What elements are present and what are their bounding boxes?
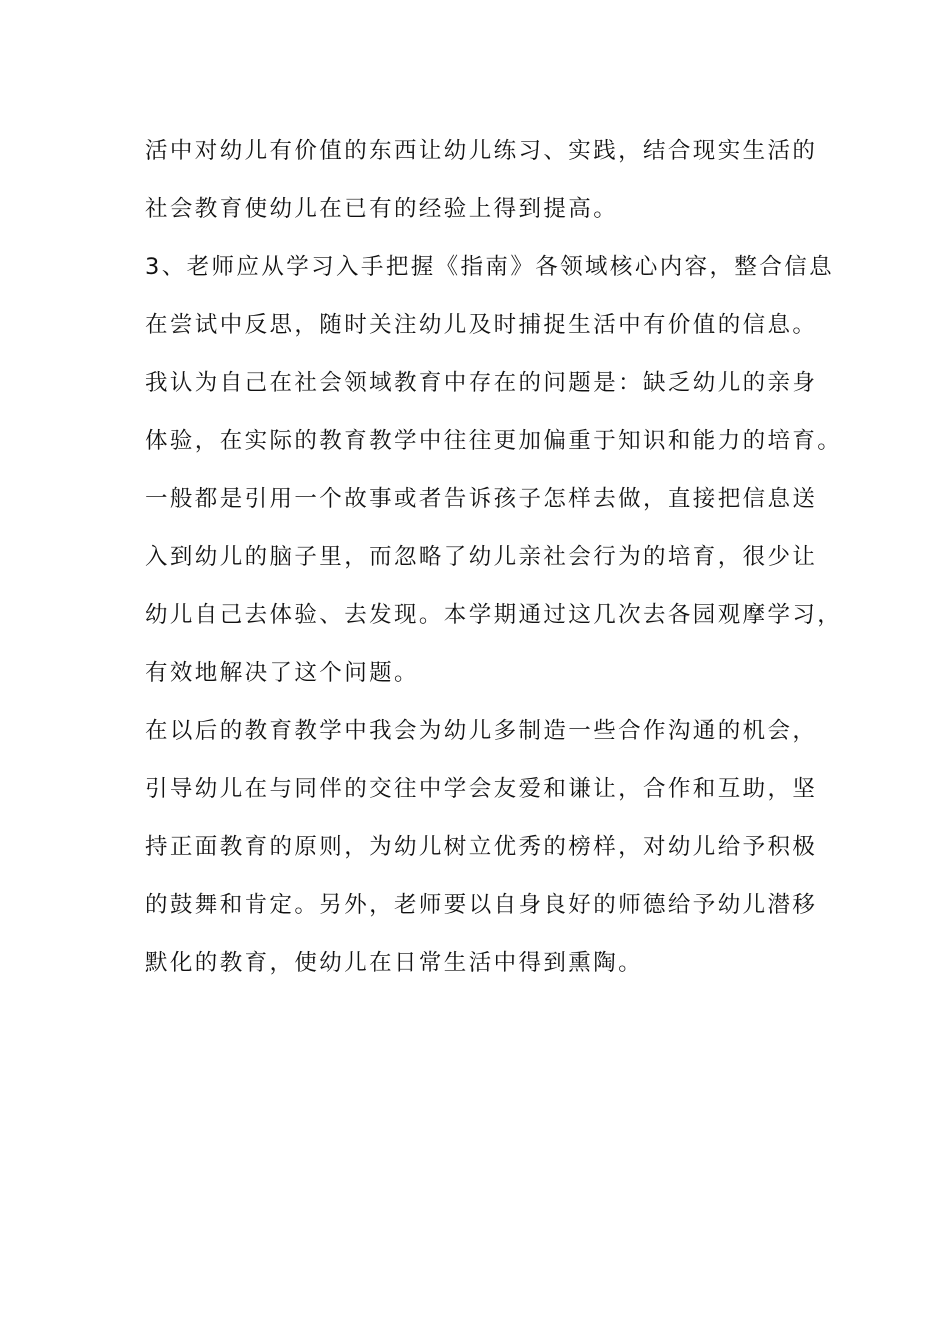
text-line: 幼儿自己去体验、去发现。本学期通过这几次去各园观摩学习， — [145, 602, 843, 628]
text-line: 持正面教育的原则，为幼儿树立优秀的榜样，对幼儿给予积极 — [145, 834, 818, 860]
text-line: 在以后的教育教学中我会为幼儿多制造一些合作沟通的机会， — [145, 718, 818, 744]
text-line: 的鼓舞和肯定。另外，老师要以自身良好的师德给予幼儿潜移 — [145, 892, 818, 918]
text-line: 入到幼儿的脑子里，而忽略了幼儿亲社会行为的培育，很少让 — [145, 544, 818, 570]
text-line: 我认为自己在社会领域教育中存在的问题是：缺乏幼儿的亲身 — [145, 370, 818, 396]
text-line: 引导幼儿在与同伴的交往中学会友爱和谦让，合作和互助，坚 — [145, 776, 818, 802]
text-line: 3、老师应从学习入手把握《指南》各领域核心内容，整合信息 — [145, 254, 835, 280]
text-line: 体验，在实际的教育教学中往往更加偏重于知识和能力的培育。 — [145, 428, 843, 454]
text-line: 活中对幼儿有价值的东西让幼儿练习、实践，结合现实生活的 — [145, 138, 818, 164]
text-line: 在尝试中反思，随时关注幼儿及时捕捉生活中有价值的信息。 — [145, 312, 818, 338]
body-text — [145, 130, 843, 1000]
text-line: 一般都是引用一个故事或者告诉孩子怎样去做，直接把信息送 — [145, 486, 818, 512]
text-line: 社会教育使幼儿在已有的经验上得到提高。 — [145, 196, 619, 222]
text-line: 有效地解决了这个问题。 — [145, 660, 419, 686]
text-line: 默化的教育，使幼儿在日常生活中得到熏陶。 — [145, 950, 644, 976]
